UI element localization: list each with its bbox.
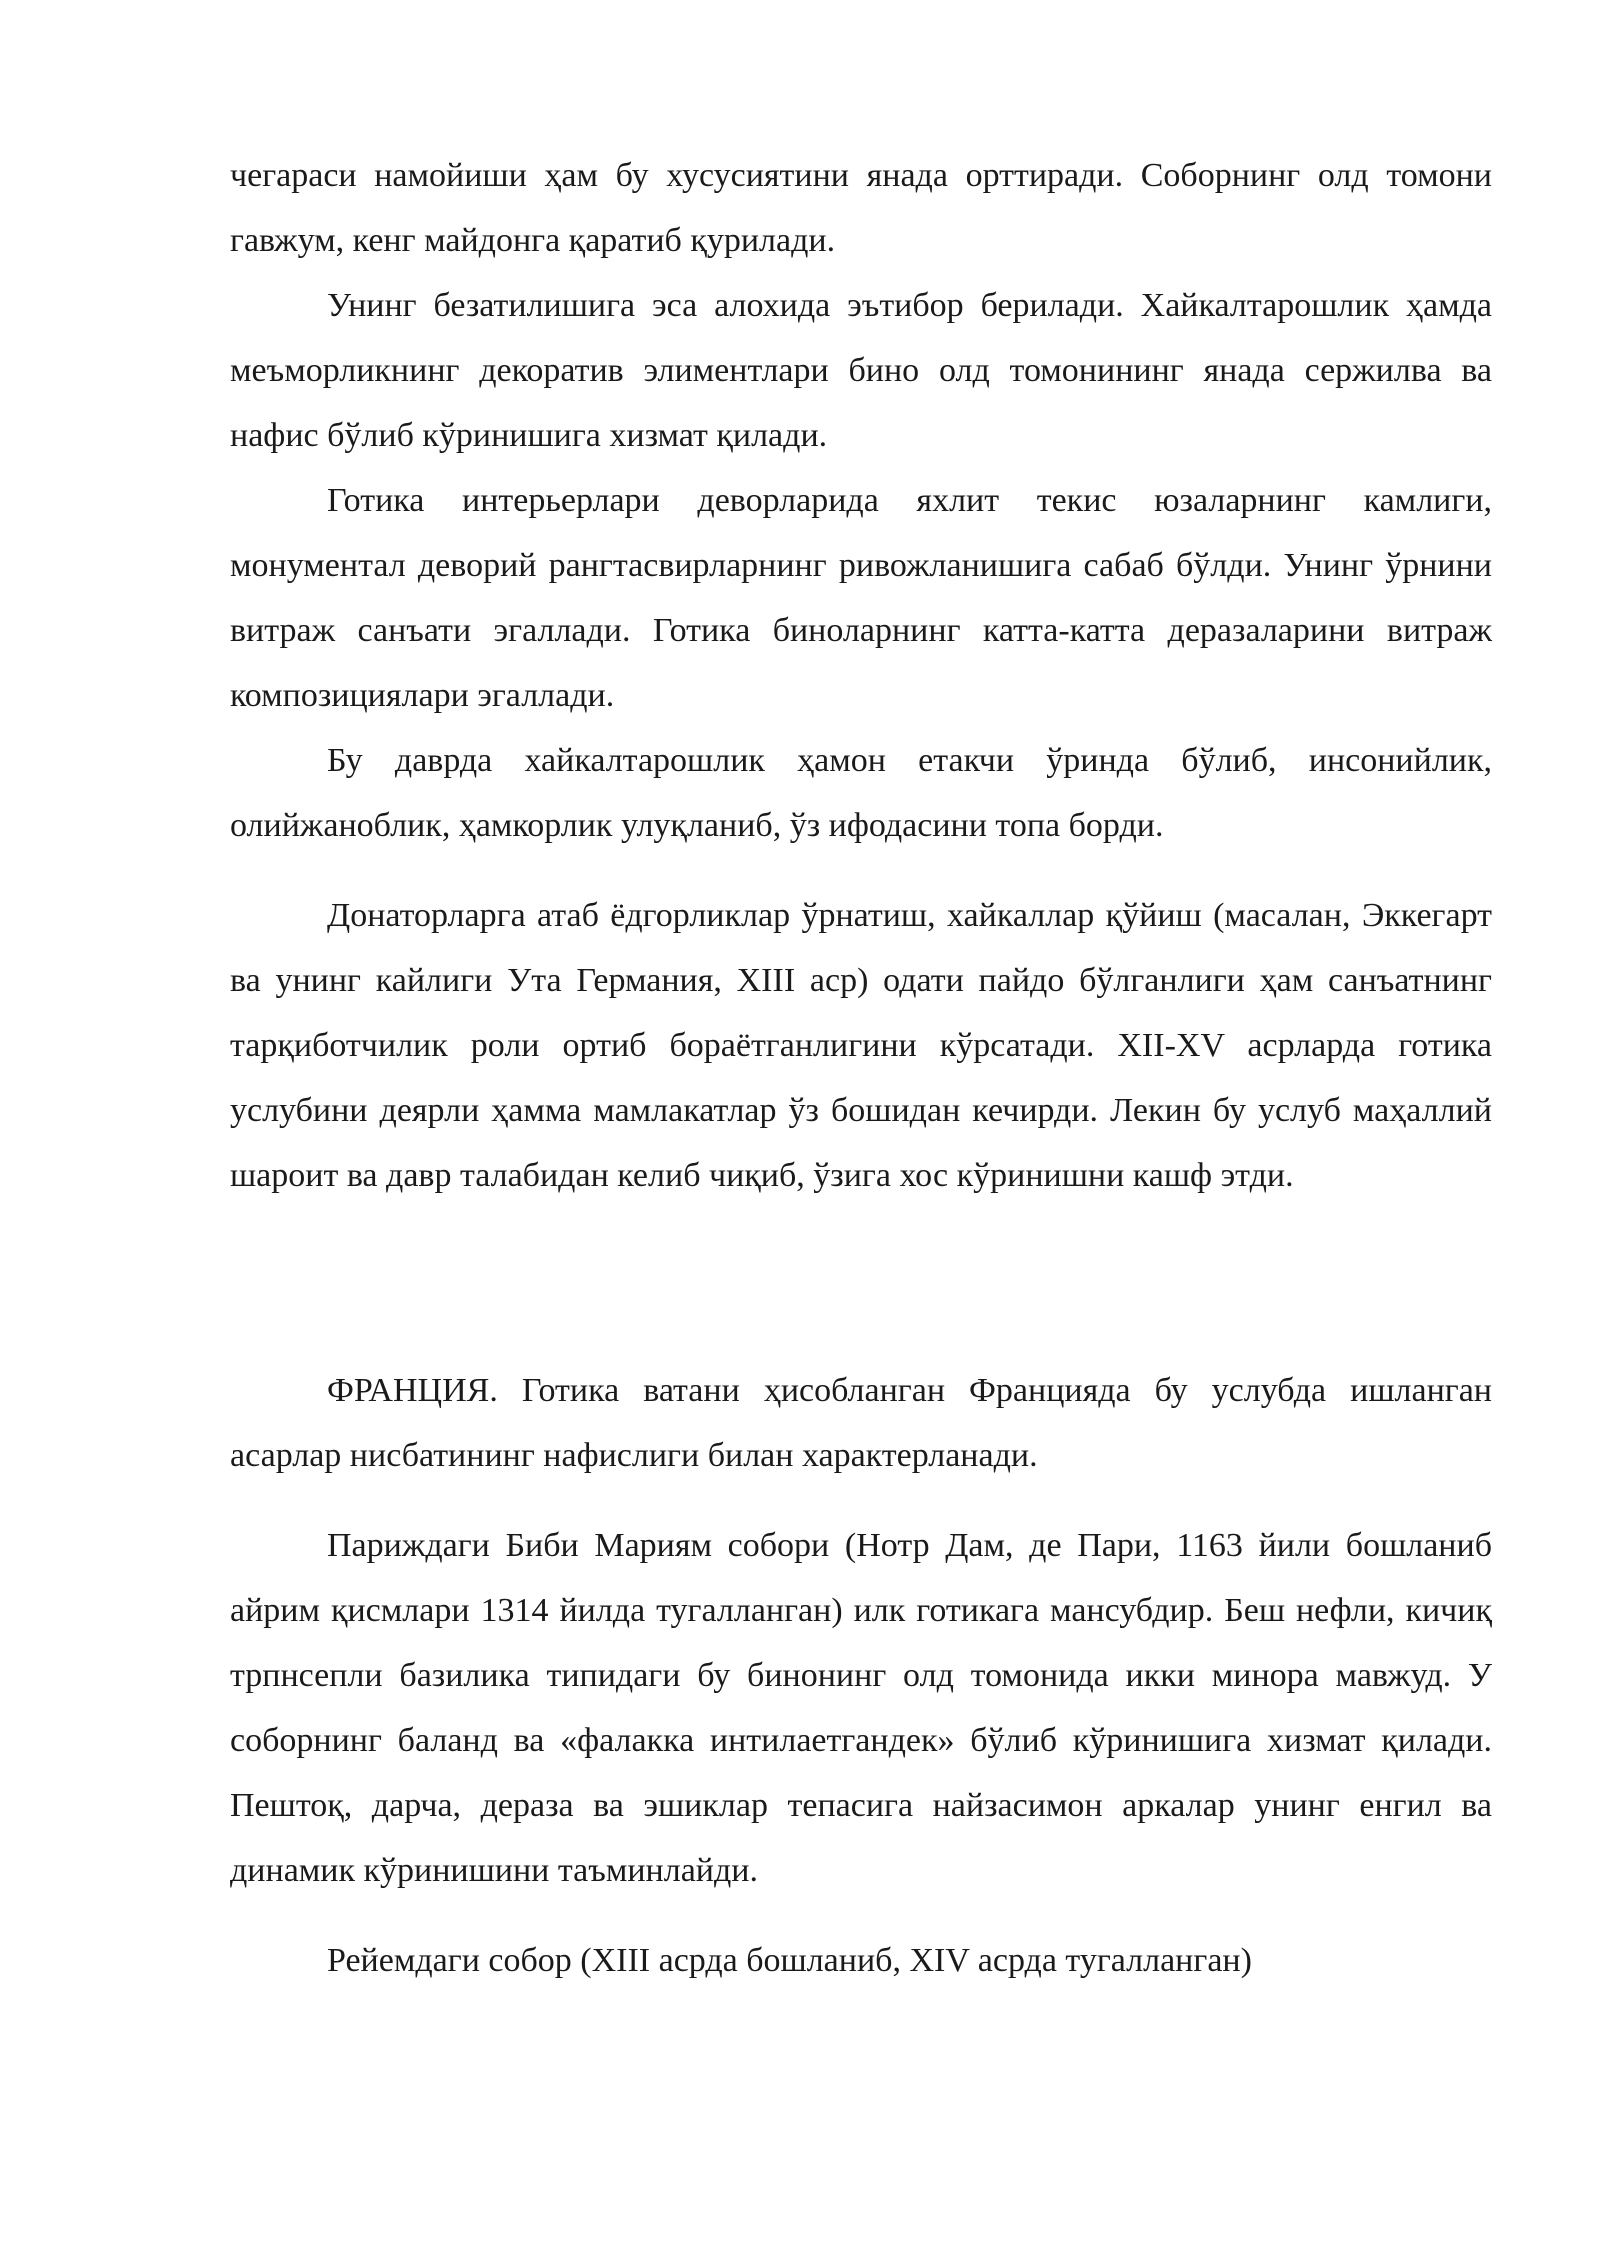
paragraph-notre-dame: Париждаги Биби Мариям собори (Нотр Дам, де Пари, 1163 йили бошланиб айрим қисмлари 1314 йилда тугалланган) илк готикага мансубдир. Беш нефли, кичиқ трпнсепли базилика типидаги бу бинонинг олд томонида икки минора мавжуд. У соборнинг баланд ва «фалакка интилаетгандек» бўлиб кўринишига хизмат қилади. Пештоқ, дарча, дераза ва эшиклар тепасига найзасимон аркалар унинг енгил ва динамик кўринишини таъминлайди.: [230, 1527, 1492, 1889]
paragraph-3: Готика интерьерлари деворларида яхлит текис юзаларнинг камлиги, монументал деворий рангтасвирларнинг ривожланишига сабаб бўлди. Унинг ўрнини витраж санъати эгаллади. Готика биноларнинг катта-катта деразаларини витраж композициялари эгаллади.: [230, 482, 1492, 714]
paragraph-1: чегараси намойиши ҳам бу хусусиятини янада орттиради. Соборнинг олд томони гавжум, кенг майдонга қаратиб қурилади.: [230, 157, 1492, 259]
paragraph-france-heading: ФРАНЦИЯ. Готика ватани ҳисобланган Францияда бу услубда ишланган асарлар нисбатининг нафислиги билан характерланади.: [230, 1372, 1492, 1474]
paragraph-2: Унинг безатилишига эса алохида эътибор берилади. Хайкалтарошлик ҳамда меъморликнинг декоратив элиментлари бино олд томонининг янада сержилва ва нафис бўлиб кўринишига хизмат қилади.: [230, 287, 1492, 454]
paragraph-reims: Рейемдаги собор (XIII асрда бошланиб, XIV асрда тугалланган): [327, 1942, 1252, 1979]
document-body: [230, 143, 1492, 1993]
paragraph-5: Донаторларга атаб ёдгорликлар ўрнатиш, хайкаллар қўйиш (масалан, Эккегарт ва унинг кайлиги Ута Германия, XIII аср) одати пайдо бўлганлиги ҳам санъатнинг тарқиботчилик роли ортиб бораётганлигини кўрсатади. XII-XV асрларда готика услубини деярли ҳамма мамлакатлар ўз бошидан кечирди. Лекин бу услуб маҳаллий шароит ва давр талабидан келиб чиқиб, ўзига хос кўринишни кашф этди.: [230, 897, 1492, 1194]
paragraph-4: Бу даврда хайкалтарошлик ҳамон етакчи ўринда бўлиб, инсонийлик, олийжаноблик, ҳамкорлик улуқланиб, ўз ифодасини топа борди.: [230, 742, 1492, 844]
